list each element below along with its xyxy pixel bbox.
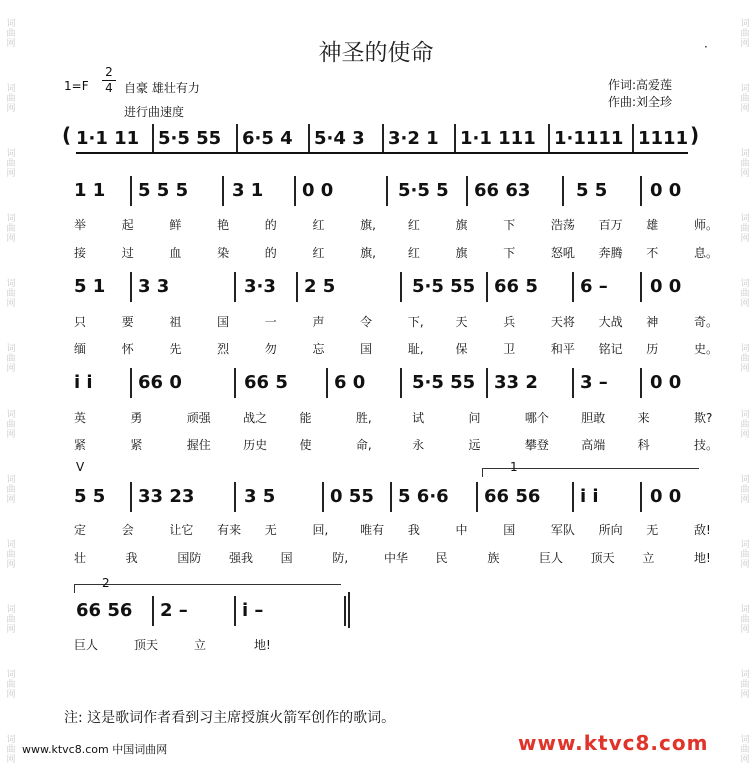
lyric-syllable: 旗, — [360, 218, 376, 232]
tempo-note: 进行曲速度 — [124, 105, 185, 119]
lyric-syllable: 息。 — [694, 246, 719, 260]
lyric-syllable: 红 — [407, 218, 420, 232]
prelude-measure: 5·5 55 — [158, 128, 222, 149]
measure: 66 5 — [244, 372, 288, 393]
measure: 33 2 — [494, 372, 538, 393]
prelude-measure: 1111 — [638, 128, 689, 149]
footnote: 注: 这是歌词作者看到习主席授旗火箭军创作的歌词。 — [64, 710, 396, 726]
bar-line — [572, 368, 574, 398]
watermark-text: 词曲网 — [738, 17, 749, 48]
lyric-syllable: 雄 — [646, 218, 659, 232]
lyric-syllable: 回, — [312, 523, 329, 537]
watermark-text: 词曲网 — [4, 82, 15, 113]
lyric-syllable: 壮 — [74, 551, 87, 565]
bar-line — [236, 124, 238, 154]
watermark-text: 词曲网 — [4, 669, 15, 700]
lyric-syllable: 红 — [312, 218, 325, 232]
bar-line — [296, 272, 298, 302]
bar-line — [382, 124, 384, 154]
bar-line — [308, 124, 310, 154]
measure: 5 6·6 — [398, 486, 449, 507]
bar-line — [486, 272, 488, 302]
watermark-text: 词曲网 — [4, 278, 15, 309]
measure: i i — [74, 372, 93, 393]
lyricist: 作词:高爱莲 — [608, 78, 673, 92]
watermark-text: 词曲网 — [738, 82, 749, 113]
watermark-text: 词曲网 — [738, 213, 749, 244]
lyric-syllable: 胆敢 — [581, 411, 606, 425]
lyric-syllable: 勇 — [130, 411, 143, 425]
lyric-syllable: 的 — [264, 246, 277, 260]
lyric-syllable: 攀登 — [524, 438, 549, 452]
lyric-syllable: 怒吼 — [550, 246, 575, 260]
watermark-text: 词曲网 — [738, 343, 749, 374]
bar-line — [326, 368, 328, 398]
measure: 1 1 — [74, 180, 106, 201]
bar-line — [130, 176, 132, 206]
watermark-text: 词曲网 — [738, 147, 749, 178]
lyric-syllable: 巨人 — [74, 638, 99, 652]
lyric-syllable: 和平 — [550, 342, 575, 356]
prelude-measure: 3·2 1 — [388, 128, 439, 149]
measure: 0 0 — [302, 180, 334, 201]
prelude-measure: 1·1 11 — [76, 128, 140, 149]
lyric-syllable: 问 — [468, 411, 481, 425]
lyric-syllable: 下 — [503, 218, 516, 232]
bar-line — [640, 482, 642, 512]
lyric-syllable: 旗 — [455, 246, 468, 260]
lyric-syllable: 巨人 — [539, 551, 564, 565]
lyric-syllable: 防, — [332, 551, 349, 565]
lyric-syllable: 敌! — [694, 523, 711, 537]
footer-site-label: www.ktvc8.com 中国词曲网 — [22, 743, 168, 756]
left-watermark — [2, 0, 16, 782]
bar-line — [632, 124, 634, 154]
lyric-syllable: 立 — [642, 551, 655, 565]
lyric-syllable: 能 — [299, 411, 312, 425]
lyric-syllable: 神 — [646, 315, 659, 329]
lyric-syllable: 红 — [407, 246, 420, 260]
lyric-syllable: 无 — [646, 523, 659, 537]
lyric-syllable: 顶天 — [134, 638, 159, 652]
measure: 66 56 — [484, 486, 541, 507]
watermark-text: 词曲网 — [738, 473, 749, 504]
lyric-syllable: 烈 — [217, 342, 230, 356]
measure: 2 5 — [304, 276, 336, 297]
lyric-syllable: 高端 — [581, 438, 606, 452]
lyric-syllable: 让它 — [169, 523, 194, 537]
bar-line — [234, 596, 236, 626]
volta-bracket — [74, 584, 341, 593]
lyric-syllable: 我 — [125, 551, 138, 565]
watermark-text: 词曲网 — [738, 278, 749, 309]
lyric-syllable: 国 — [503, 523, 516, 537]
watermark-text: 词曲网 — [738, 603, 749, 634]
measure: 66 56 — [76, 600, 133, 621]
bar-line — [344, 596, 346, 626]
lyric-syllable: 技。 — [694, 438, 719, 452]
bar-line — [130, 482, 132, 512]
bar-line — [486, 368, 488, 398]
measure: 6 0 — [334, 372, 366, 393]
bar-line — [234, 272, 236, 302]
lyric-syllable: 旗, — [360, 246, 376, 260]
lyric-syllable: 英 — [74, 411, 87, 425]
watermark-text: 词曲网 — [4, 343, 15, 374]
time-signature — [102, 66, 116, 95]
lyric-syllable: 强我 — [229, 551, 254, 565]
lyric-syllable: 缅 — [74, 342, 87, 356]
time-signature-top: 2 — [105, 65, 113, 79]
lyric-syllable: 我 — [407, 523, 420, 537]
lyric-syllable: 先 — [169, 342, 182, 356]
measure: 3 5 — [244, 486, 276, 507]
footer-logo: www.ktvc8.com — [518, 731, 709, 755]
lyric-syllable: 会 — [121, 523, 134, 537]
lyric-syllable: 握住 — [186, 438, 211, 452]
lyric-syllable: 下 — [503, 246, 516, 260]
measure: 33 23 — [138, 486, 195, 507]
lyric-syllable: 耻, — [407, 342, 424, 356]
lyric-syllable: 天将 — [550, 315, 575, 329]
watermark-text: 词曲网 — [4, 538, 15, 569]
prelude-close-paren: ) — [690, 123, 700, 147]
lyric-syllable: 百万 — [598, 218, 623, 232]
measure: 3·3 — [244, 276, 276, 297]
lyric-syllable: 举 — [74, 218, 87, 232]
measure: 66 5 — [494, 276, 538, 297]
prelude-measure: 5·4 3 — [314, 128, 365, 149]
bar-line — [130, 272, 132, 302]
measure: 66 63 — [474, 180, 531, 201]
watermark-text: 词曲网 — [738, 408, 749, 439]
lyric-syllable: 定 — [74, 523, 87, 537]
lyric-syllable: 下, — [407, 315, 424, 329]
lyric-syllable: 哪个 — [524, 411, 549, 425]
measure: 5·5 5 — [398, 180, 449, 201]
bar-line — [640, 272, 642, 302]
lyric-syllable: 兵 — [503, 315, 516, 329]
lyric-syllable: 顽强 — [186, 411, 211, 425]
lyric-syllable: 命, — [355, 438, 372, 452]
bar-line — [390, 482, 392, 512]
lyric-syllable: 史。 — [694, 342, 719, 356]
watermark-text: 词曲网 — [4, 408, 15, 439]
song-title: 神圣的使命 — [318, 40, 434, 66]
lyric-syllable: 过 — [121, 246, 134, 260]
watermark-text: 词曲网 — [4, 147, 15, 178]
lyric-syllable: 声 — [312, 315, 325, 329]
lyric-syllable: 战之 — [243, 411, 268, 425]
lyric-syllable: 勿 — [264, 342, 277, 356]
prelude-measure: 1·1 111 — [460, 128, 536, 149]
lyric-syllable: 族 — [487, 551, 500, 565]
breath-mark: V — [76, 460, 85, 474]
volta-number: 1 — [510, 460, 518, 474]
lyric-syllable: 祖 — [169, 315, 182, 329]
lyric-syllable: 民 — [435, 551, 448, 565]
lyric-syllable: 紧 — [74, 438, 87, 452]
lyric-syllable: 所向 — [598, 523, 623, 537]
lyric-syllable: 科 — [637, 438, 650, 452]
key-signature: 1=F — [64, 79, 89, 93]
bar-line — [572, 482, 574, 512]
lyric-syllable: 立 — [194, 638, 207, 652]
lyric-syllable: 忘 — [312, 342, 325, 356]
bar-line — [454, 124, 456, 154]
lyric-syllable: 历 — [646, 342, 659, 356]
watermark-text: 词曲网 — [738, 538, 749, 569]
bar-line — [222, 176, 224, 206]
bar-line — [386, 176, 388, 206]
lyric-syllable: 远 — [468, 438, 481, 452]
bar-line — [562, 176, 564, 206]
lyric-syllable: 欺? — [694, 411, 713, 425]
lyric-syllable: 永 — [412, 438, 425, 452]
watermark-text: 词曲网 — [4, 734, 15, 765]
bar-line — [234, 368, 236, 398]
measure: 0 55 — [330, 486, 374, 507]
lyric-syllable: 国 — [360, 342, 373, 356]
lyric-syllable: 师。 — [694, 218, 719, 232]
lyric-syllable: 有来 — [217, 523, 242, 537]
bar-line — [548, 124, 550, 154]
bar-line — [234, 482, 236, 512]
tempo-marking: 自豪 雄壮有力 — [124, 81, 200, 95]
lyric-syllable: 来 — [637, 411, 650, 425]
stray-dot: · — [704, 40, 708, 54]
lyric-syllable: 艳 — [217, 218, 230, 232]
lyric-syllable: 地! — [694, 551, 711, 565]
lyric-syllable: 国防 — [177, 551, 202, 565]
lyric-syllable: 国 — [280, 551, 293, 565]
measure: 0 0 — [650, 276, 682, 297]
measure: 0 0 — [650, 180, 682, 201]
lyric-syllable: 天 — [455, 315, 468, 329]
lyric-syllable: 染 — [217, 246, 230, 260]
measure: 3 1 — [232, 180, 264, 201]
lyric-syllable: 大战 — [598, 315, 623, 329]
bar-line — [400, 368, 402, 398]
bar-line — [466, 176, 468, 206]
lyric-syllable: 卫 — [503, 342, 516, 356]
bar-line — [130, 368, 132, 398]
measure: 5 1 — [74, 276, 106, 297]
lyric-syllable: 唯有 — [360, 523, 385, 537]
lyric-syllable: 的 — [264, 218, 277, 232]
watermark-text: 词曲网 — [4, 17, 15, 48]
watermark-text: 词曲网 — [4, 473, 15, 504]
lyric-syllable: 铭记 — [598, 342, 623, 356]
measure: 0 0 — [650, 486, 682, 507]
lyric-syllable: 不 — [646, 246, 659, 260]
measure: 2 – — [160, 600, 188, 621]
bar-line — [400, 272, 402, 302]
lyric-syllable: 试 — [412, 411, 425, 425]
time-signature-bottom: 4 — [105, 81, 113, 95]
bar-line — [152, 596, 154, 626]
measure: 66 0 — [138, 372, 182, 393]
measure: i – — [242, 600, 264, 621]
lyric-syllable: 军队 — [550, 523, 575, 537]
lyric-syllable: 中 — [455, 523, 468, 537]
watermark-text: 词曲网 — [738, 734, 749, 765]
lyric-syllable: 接 — [74, 246, 87, 260]
lyric-syllable: 血 — [169, 246, 182, 260]
prelude-measure: 1·1111 — [554, 128, 624, 149]
bar-line — [348, 592, 350, 628]
prelude-measure: 6·5 4 — [242, 128, 293, 149]
bar-line — [572, 272, 574, 302]
measure: 5·5 55 — [412, 372, 476, 393]
measure: 5·5 55 — [412, 276, 476, 297]
bar-line — [476, 482, 478, 512]
lyric-syllable: 使 — [299, 438, 312, 452]
measure: 6 – — [580, 276, 608, 297]
bar-line — [640, 368, 642, 398]
lyric-syllable: 胜, — [355, 411, 372, 425]
lyric-syllable: 令 — [360, 315, 373, 329]
volta-number: 2 — [102, 576, 110, 590]
lyric-syllable: 保 — [455, 342, 468, 356]
lyric-syllable: 中华 — [384, 551, 409, 565]
lyric-syllable: 紧 — [130, 438, 143, 452]
lyric-syllable: 只 — [74, 315, 87, 329]
measure: 5 5 — [576, 180, 608, 201]
watermark-text: 词曲网 — [4, 603, 15, 634]
watermark-text: 词曲网 — [738, 669, 749, 700]
bar-line — [152, 124, 154, 154]
lyric-syllable: 起 — [121, 218, 134, 232]
measure: 3 – — [580, 372, 608, 393]
lyric-syllable: 无 — [264, 523, 277, 537]
right-watermark — [736, 0, 750, 782]
prelude-underline — [76, 152, 688, 154]
measure: 5 5 — [74, 486, 106, 507]
lyric-syllable: 一 — [264, 315, 277, 329]
measure: 0 0 — [650, 372, 682, 393]
measure: i i — [580, 486, 599, 507]
lyric-syllable: 奔腾 — [598, 246, 623, 260]
lyric-syllable: 国 — [217, 315, 230, 329]
lyric-syllable: 历史 — [243, 438, 268, 452]
prelude-open-paren: ( — [62, 123, 72, 147]
lyric-syllable: 地! — [254, 638, 271, 652]
bar-line — [640, 176, 642, 206]
lyric-syllable: 要 — [121, 315, 134, 329]
lyric-syllable: 怀 — [121, 342, 134, 356]
lyric-syllable: 鲜 — [169, 218, 182, 232]
composer: 作曲:刘全珍 — [608, 95, 673, 109]
lyric-syllable: 旗 — [455, 218, 468, 232]
bar-line — [322, 482, 324, 512]
lyric-syllable: 顶天 — [590, 551, 615, 565]
lyric-syllable: 浩荡 — [550, 218, 575, 232]
measure: 3 3 — [138, 276, 170, 297]
watermark-text: 词曲网 — [4, 213, 15, 244]
bar-line — [294, 176, 296, 206]
lyric-syllable: 红 — [312, 246, 325, 260]
measure: 5 5 5 — [138, 180, 189, 201]
lyric-syllable: 奇。 — [694, 315, 719, 329]
